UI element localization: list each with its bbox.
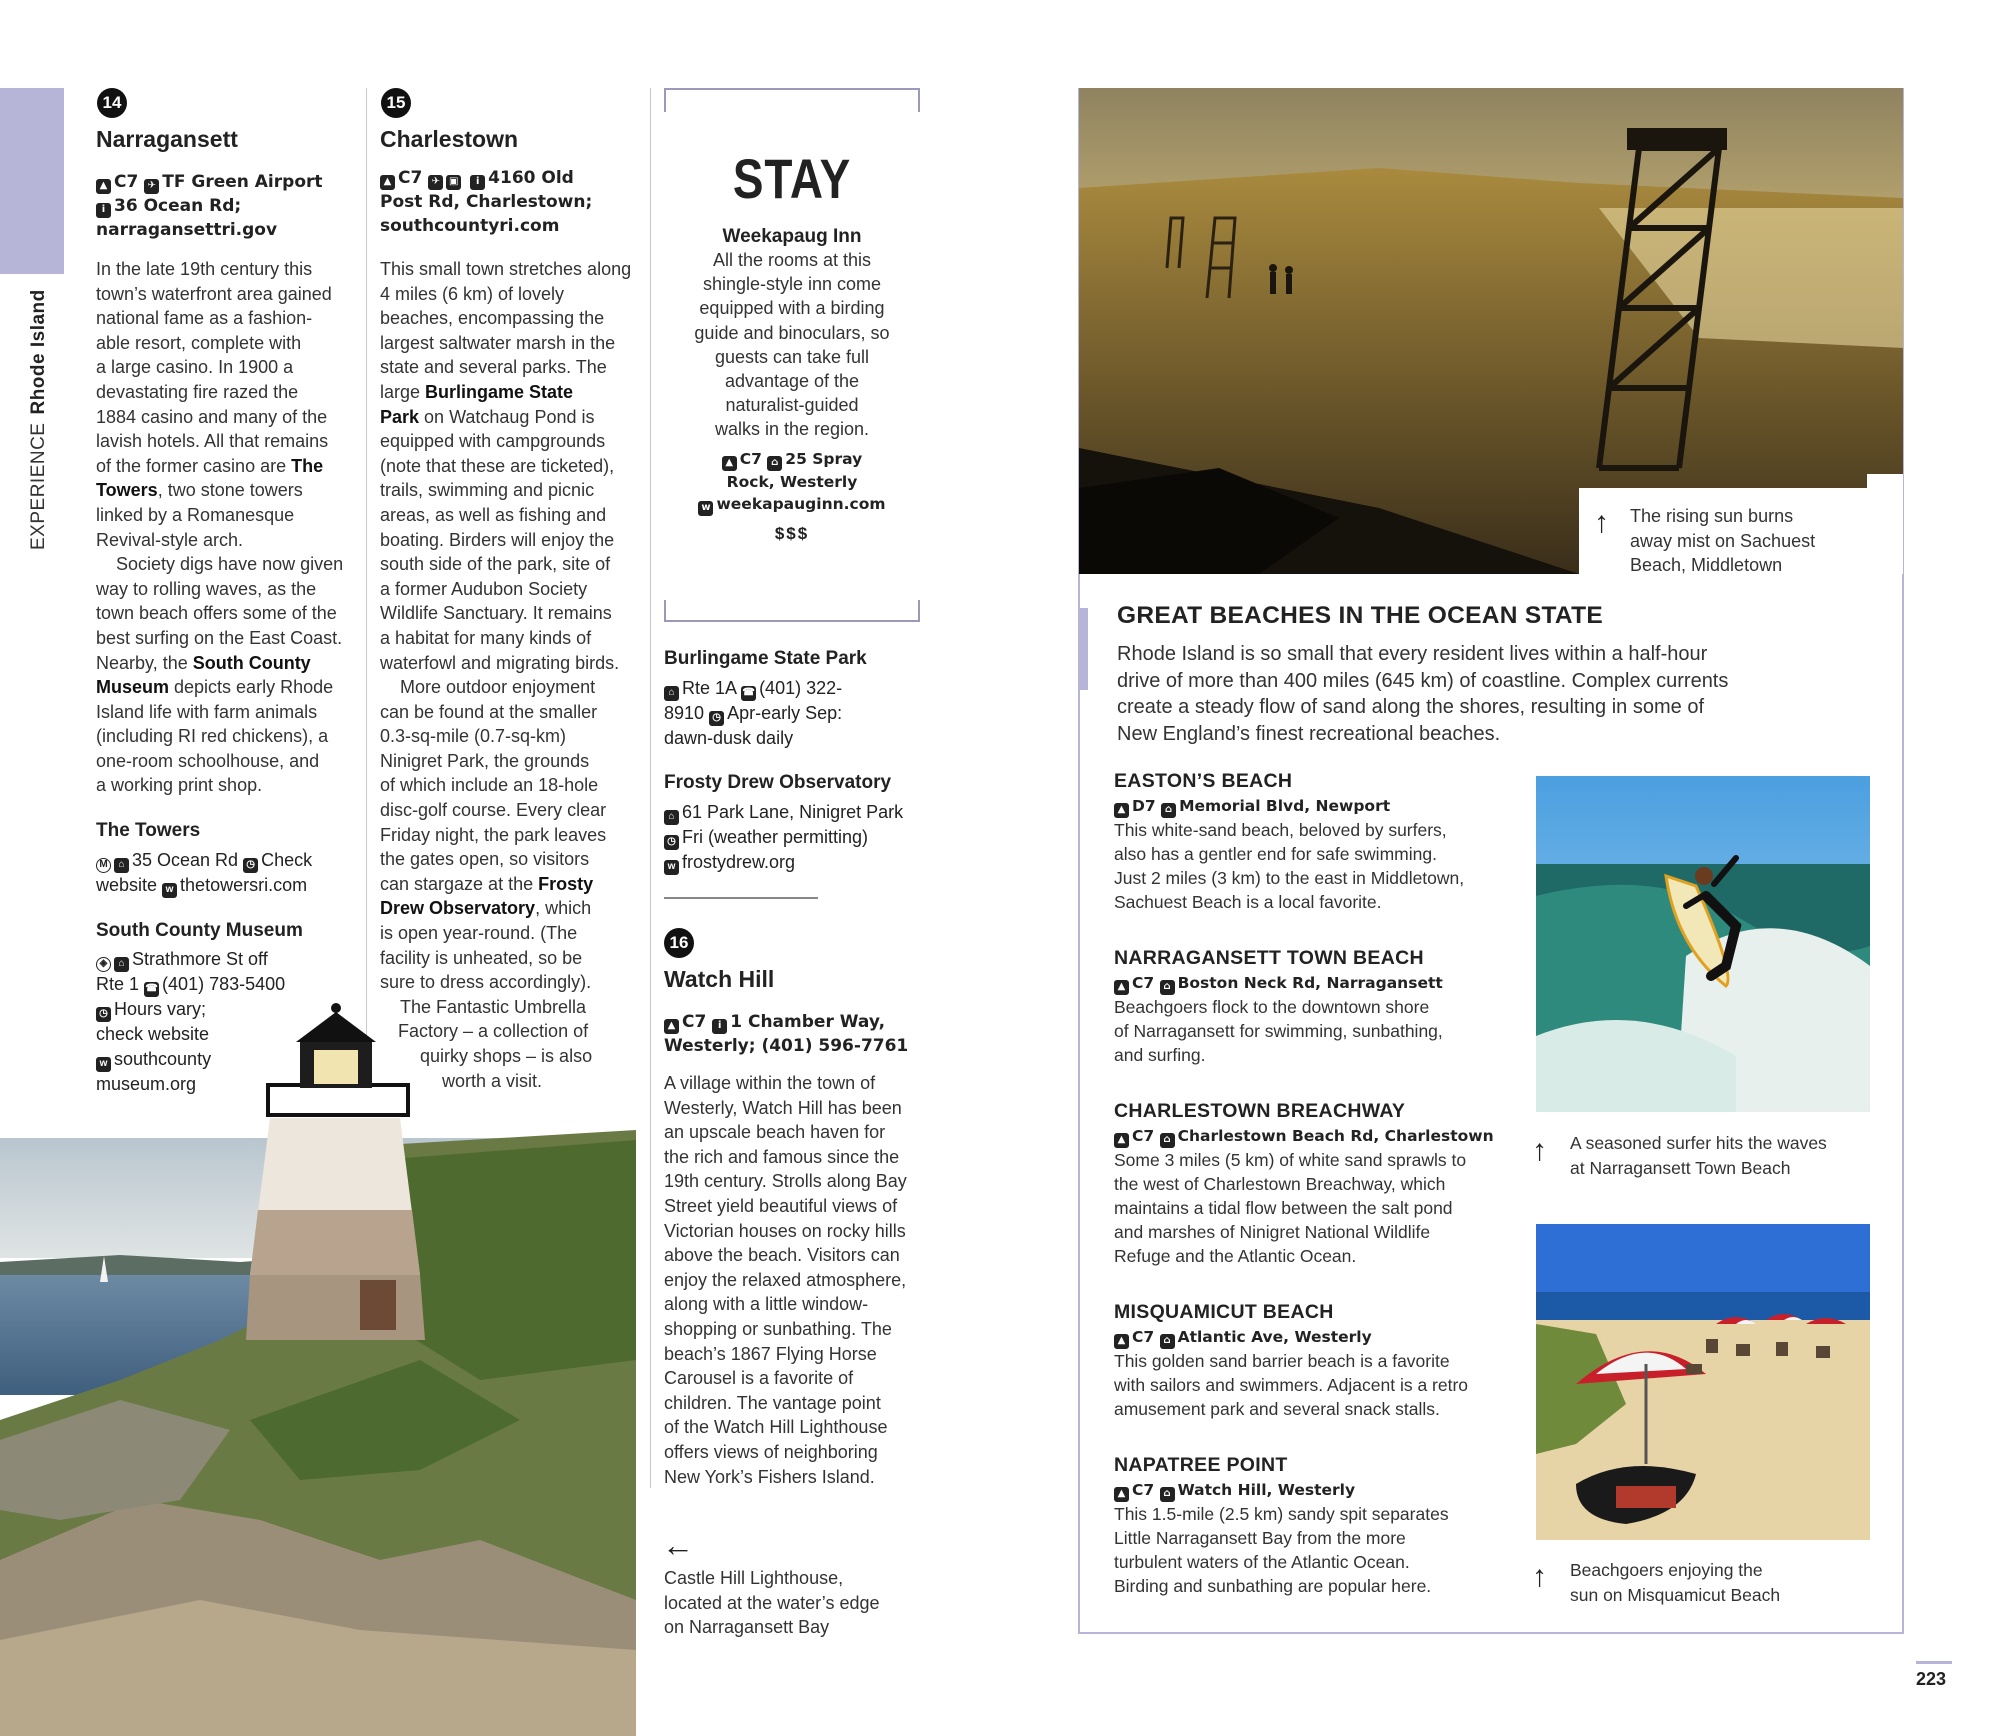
stay-title: STAY bbox=[732, 147, 852, 210]
listing-facts: ⌂ 61 Park Lane, Ninigret Park ◷ Fri (weather permitting) w frostydrew.org bbox=[664, 800, 944, 875]
listing-facts: M ⌂ 35 Ocean Rd ◷ Check website w thetowersri.com bbox=[96, 848, 366, 898]
region-name: Rhode Island bbox=[28, 289, 49, 415]
web-icon: w bbox=[664, 860, 679, 875]
hotel-description: All the rooms at this shingle-style inn come equipped with a birding guide and binoculars, so guests can take full advantage of the naturalist-guided walks in the region. bbox=[694, 250, 890, 440]
phone-icon: ☎ bbox=[144, 982, 159, 997]
address-icon: ⌂ bbox=[1160, 980, 1175, 995]
section-tab bbox=[0, 88, 64, 274]
map-grid-icon: ▲ bbox=[380, 175, 395, 190]
page-number-rule bbox=[1916, 1661, 1952, 1664]
arrow-up-icon: ↑ bbox=[1532, 1560, 1547, 1593]
arrow-left-icon: ← bbox=[662, 1527, 694, 1563]
address-icon: ⌂ bbox=[1160, 1133, 1175, 1148]
beach-name: EASTON’S BEACH bbox=[1114, 770, 1293, 792]
arrow-up-icon: ↑ bbox=[1532, 1134, 1547, 1167]
divider bbox=[664, 897, 818, 899]
entry-title: Charlestown bbox=[380, 126, 519, 152]
address-icon: ⌂ bbox=[1161, 803, 1176, 818]
entry-number: 15 bbox=[381, 88, 411, 118]
entry-title: Narragansett bbox=[96, 126, 238, 152]
beach-name: NAPATREE POINT bbox=[1114, 1454, 1288, 1476]
stay-box-border bbox=[918, 600, 920, 622]
price-rating: $$$ bbox=[774, 523, 810, 543]
website-link[interactable]: weekapauginn.com bbox=[716, 494, 886, 513]
beach-name: NARRAGANSETT TOWN BEACH bbox=[1114, 947, 1424, 969]
stay-box-border bbox=[664, 600, 666, 622]
section-label bbox=[28, 250, 68, 550]
entry-body: This small town stretches along 4 miles (6 km) of lovely beaches, encompassing the largest saltwater marsh in the state and several parks. The large Burlingame State Park on Watchaug Pond is equipped with campgrounds (note that these are ticketed), trails, swimming and picnic areas, as well as fishing and boating. Birders will enjoy the south side of the park, site of a former Audubon Society Wildlife Sanctuary. It remains a habitat for many kinds of waterfowl and migrating birds. More outdoor enjoyment can be found at the smaller 0.3-sq-mile (0.7-sq-km) Ninigret Park, the grounds of which include an 18-hole disc-golf course. Every clear Friday night, the park leaves the gates open, so visitors can stargaze at the Frosty Drew Observatory, which is open year-round. (The facility is unheated, so be sure to dress accordingly). The Fantastic Umbrella Factory – a collection of quirky shops – is also worth a visit. bbox=[380, 259, 632, 1091]
address-icon: ⌂ bbox=[1160, 1487, 1175, 1502]
clock-icon: ◷ bbox=[96, 1007, 111, 1022]
info-icon: i bbox=[712, 1019, 727, 1034]
entry-facts: ▲ C7 i 1 Chamber Way, Westerly; (401) 596-7761 bbox=[664, 1012, 909, 1056]
museum-icon: M bbox=[96, 858, 111, 873]
photo-caption: The rising sun burns away mist on Sachuest Beach, Middletown bbox=[1630, 506, 1816, 576]
beach-name: MISQUAMICUT BEACH bbox=[1114, 1301, 1334, 1323]
feature-accent-bar bbox=[1078, 608, 1088, 690]
section-name: EXPERIENCE bbox=[28, 422, 49, 550]
map-grid-icon: ▲ bbox=[722, 456, 737, 471]
website-link[interactable]: southcountyri.com bbox=[380, 216, 560, 236]
listing-title: Burlingame State Park bbox=[664, 648, 867, 669]
map-grid-icon: ▲ bbox=[1114, 803, 1129, 818]
beach-name: CHARLESTOWN BREACHWAY bbox=[1114, 1100, 1406, 1122]
column-divider bbox=[650, 88, 651, 1488]
misquamicut-beach-photo bbox=[1536, 1224, 1870, 1540]
stay-listing bbox=[664, 226, 920, 544]
info-icon: i bbox=[96, 203, 111, 218]
photo-caption: A seasoned surfer hits the waves at Narragansett Town Beach bbox=[1570, 1133, 1827, 1178]
entry-number: 16 bbox=[664, 928, 694, 958]
website-link[interactable]: narragansettri.gov bbox=[96, 220, 278, 240]
listing-title: South County Museum bbox=[96, 920, 303, 941]
info-icon: i bbox=[470, 175, 485, 190]
beach-entry: NARRAGANSETT TOWN BEACH ▲ C7 ⌂ Boston Neck Rd, Narragansett Beachgoers flock to the downtown shore of Narragansett for swimming, sunbathing, and surfing. bbox=[1114, 947, 1514, 1067]
listing-title: The Towers bbox=[96, 820, 201, 841]
map-grid-icon: ▲ bbox=[1114, 1487, 1129, 1502]
photo-caption: Castle Hill Lighthouse, located at the water’s edge on Narragansett Bay bbox=[664, 1568, 880, 1638]
map-grid-icon: ▲ bbox=[96, 179, 111, 194]
entry-facts: ▲ C7 ✈ TF Green Airport i 36 Ocean Rd; narragansettri.gov bbox=[96, 172, 323, 240]
stay-box-border bbox=[918, 88, 920, 112]
website-link[interactable]: southcounty bbox=[114, 1048, 212, 1069]
stay-box-border bbox=[664, 620, 920, 622]
web-icon: w bbox=[698, 501, 713, 516]
map-grid-icon: ▲ bbox=[1114, 1133, 1129, 1148]
clock-icon: ◷ bbox=[664, 835, 679, 850]
airport-icon: ✈ bbox=[428, 175, 443, 190]
address-icon: ⌂ bbox=[664, 810, 679, 825]
column-divider bbox=[366, 88, 367, 1088]
website-link[interactable]: frostydrew.org bbox=[682, 852, 796, 872]
page-number: 223 bbox=[1916, 1669, 1947, 1689]
clock-icon: ◷ bbox=[243, 858, 258, 873]
arrow-up-icon: ↑ bbox=[1594, 506, 1609, 539]
map-grid-icon: ▲ bbox=[1114, 980, 1129, 995]
beach-entry: EASTON’S BEACH ▲ D7 ⌂ Memorial Blvd, Newport This white-sand beach, beloved by surfers, also has a gentler end for safe swimming. Just 2 miles (3 km) to the east in Middletown, Sachuest Beach is a local favorite. bbox=[1114, 770, 1514, 914]
entry-body: In the late 19th century this town’s waterfront area gained national fame as a fashion- able resort, complete with a large casino. In 1900 a devastating fire razed the 1884 casino and many of the lavish hotels. All that remains of the former casino are The Towers, two stone towers linked by a Romanesque Revival-style arch. Society digs have now given way to rolling waves, as the town beach offers some of the best surfing on the East Coast. Nearby, the South County Museum depicts early Rhode Island life with farm animals (including RI red chickens), a one-room schoolhouse, and a working print shop. bbox=[96, 259, 344, 796]
stay-box-border bbox=[664, 88, 920, 90]
beach-entry: MISQUAMICUT BEACH ▲ C7 ⌂ Atlantic Ave, Westerly This golden sand barrier beach is a favorite with sailors and swimmers. Adjacent is a retro amusement park and several snack stalls. bbox=[1114, 1301, 1514, 1421]
website-link[interactable]: thetowersri.com bbox=[180, 875, 308, 895]
phone-icon: ☎ bbox=[741, 686, 756, 701]
address-icon: ⌂ bbox=[767, 456, 782, 471]
clock-icon: ◷ bbox=[709, 711, 724, 726]
photo-caption: Beachgoers enjoying the sun on Misquamicut Beach bbox=[1570, 1560, 1781, 1605]
hotel-name: Weekapaug Inn bbox=[722, 226, 862, 247]
listing-facts: ⌂ Rte 1A ☎ (401) 322- 8910 ◷ Apr-early Sep: dawn-dusk daily bbox=[664, 678, 843, 748]
feature-title: GREAT BEACHES IN THE OCEAN STATE bbox=[1117, 602, 1604, 629]
sachuest-beach-photo bbox=[1079, 88, 1903, 574]
feature-intro: Rhode Island is so small that every resident lives within a half-hour drive of more than 400 miles (645 km) of coastline. Complex currents create a steady flow of sand along the shores, resulting in some of New England’s finest recreational beaches. bbox=[1117, 643, 1729, 745]
beach-entry: NAPATREE POINT ▲ C7 ⌂ Watch Hill, Westerly This 1.5-mile (2.5 km) sandy spit separates Little Narragansett Bay from the more turbulent waters of the Atlantic Ocean. Birding and sunbathing are popular here. bbox=[1114, 1454, 1514, 1598]
attraction-icon: ◈ bbox=[96, 957, 111, 972]
hotel-facts: ▲ C7 ⌂ 25 Spray Rock, Westerly w weekapauginn.com bbox=[664, 448, 920, 516]
listing-title: Frosty Drew Observatory bbox=[664, 772, 892, 793]
entry-number: 14 bbox=[97, 88, 127, 118]
address-icon: ⌂ bbox=[114, 858, 129, 873]
listing-facts: ◈ ⌂ Strathmore St off Rte 1 ☎ (401) 783-5400 ◷ Hours vary; check website w southcounty museum.org bbox=[96, 949, 286, 1094]
airport-icon: ✈ bbox=[144, 179, 159, 194]
address-icon: ⌂ bbox=[664, 686, 679, 701]
map-grid-icon: ▲ bbox=[664, 1019, 679, 1034]
entry-title: Watch Hill bbox=[664, 966, 775, 992]
stay-box-border bbox=[664, 88, 666, 112]
map-grid-icon: ▲ bbox=[1114, 1334, 1129, 1349]
web-icon: w bbox=[162, 883, 177, 898]
surfer-photo bbox=[1536, 776, 1870, 1112]
address-icon: ⌂ bbox=[1160, 1334, 1175, 1349]
address-icon: ⌂ bbox=[114, 957, 129, 972]
entry-facts: ▲ C7 ✈ ▣ i 4160 Old Post Rd, Charlestown; southcountyri.com bbox=[380, 168, 593, 236]
entry-body: A village within the town of Westerly, Watch Hill has been an upscale beach haven for the rich and famous since the 19th century. Strolls along Bay Street yield beautiful views of Victorian houses on rocky hills above the beach. Visitors can enjoy the relaxed atmosphere, along with a little window- shopping or sunbathing. The beach’s 1867 Flying Horse Carousel is a favorite of children. The vantage point of the Watch Hill Lighthouse offers views of neighboring New York’s Fishers Island. bbox=[664, 1073, 907, 1487]
castle-hill-lighthouse-photo bbox=[0, 1000, 636, 1736]
web-icon: w bbox=[96, 1057, 111, 1072]
train-icon: ▣ bbox=[446, 175, 461, 190]
beach-entry: CHARLESTOWN BREACHWAY ▲ C7 ⌂ Charlestown Beach Rd, Charlestown Some 3 miles (5 km) of white sand sprawls to the west of Charlestown Breachway, which maintains a tidal flow between the salt pond and marshes of Ninigret National Wildlife Refuge and the Atlantic Ocean. bbox=[1114, 1100, 1514, 1268]
